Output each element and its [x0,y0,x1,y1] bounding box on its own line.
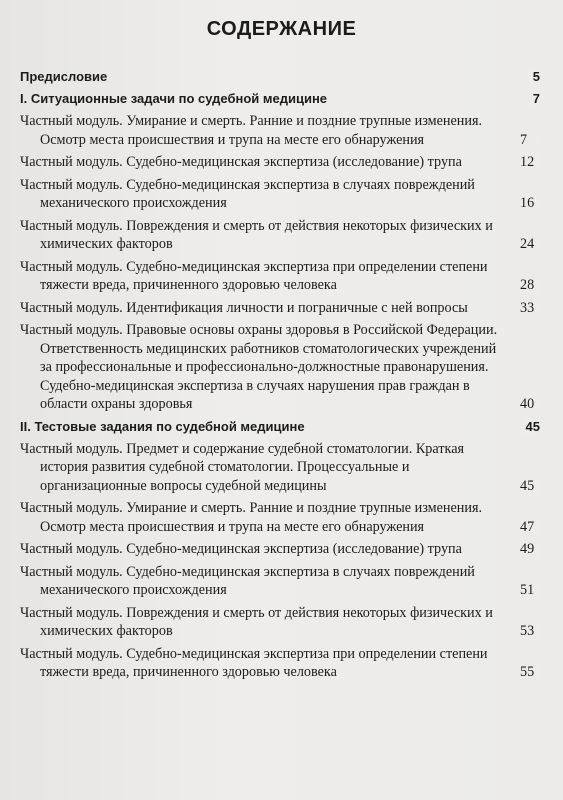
toc-entry[interactable] [20,176,540,213]
toc-page-number: 24 [537,235,540,254]
toc-entry[interactable] [20,440,540,496]
toc-entry[interactable] [20,258,540,295]
toc-entry-text: Частный модуль. Судебно-медицинская экспертиза в случаях повреждений механического происхождения [20,563,475,598]
toc-page-number: 47 [537,518,540,537]
toc-page-number: 33 [537,299,540,318]
toc-page-number: 53 [537,622,540,641]
toc-entry-text: Частный модуль. Идентификация личности и пограничные с ней вопросы [20,299,468,316]
toc-entry[interactable] [20,112,540,149]
toc-entry-text: Частный модуль. Повреждения и смерть от действия некоторых физических и химических факторов [20,217,493,252]
toc-entry[interactable] [20,321,540,414]
toc-page-number: 7 [530,90,540,108]
toc-page-number: 40 [537,395,540,414]
table-of-contents [20,68,540,686]
toc-page-number: 7 [537,131,540,150]
toc-page-number: 5 [530,68,540,86]
toc-page-number: 45 [537,477,540,496]
toc-entry-text: Частный модуль. Умирание и смерть. Ранние и поздние трупные изменения. Осмотр места происшествия и трупа на месте его обнаружения [20,113,483,148]
toc-entry-text: Частный модуль. Судебно-медицинская экспертиза (исследование) трупа [20,154,462,170]
toc-entry-text: Частный модуль. Правовые основы охраны здоровья в Российской Федерации. Ответственность медицинских работников стоматологических учреждений за профессиональные и профессионально-должностные правонарушения. Судебно-медицинская экспертиза в случаях нарушения прав граждан в области охраны здоровья [20,322,498,412]
toc-entry[interactable] [20,563,540,600]
toc-page-number: 12 [537,153,540,172]
toc-entry-text: Частный модуль. Судебно-медицинская экспертиза (исследование) трупа [20,541,462,557]
toc-page-number: 49 [537,540,540,559]
toc-entry-preface[interactable] [20,68,540,86]
toc-entry-text: Частный модуль. Повреждения и смерть от действия некоторых физических и химических факторов [20,604,493,639]
toc-section-1[interactable] [20,90,540,108]
toc-page-number: 51 [537,581,540,600]
toc-page-number: 16 [537,194,540,213]
toc-entry-text: Частный модуль. Судебно-медицинская экспертиза при определении степени тяжести вреда, причиненного здоровью человека [20,258,488,293]
toc-entry-text: Предисловие [20,69,108,84]
toc-entry[interactable] [20,499,540,536]
toc-page-number: 45 [523,418,540,436]
toc-section-2[interactable] [20,418,540,436]
toc-entry-text: Частный модуль. Умирание и смерть. Ранние и поздние трупные изменения. Осмотр места происшествия и трупа на месте его обнаружения [20,500,483,535]
toc-page-number: 28 [537,276,540,295]
toc-entry[interactable] [20,153,540,172]
toc-entry[interactable] [20,217,540,254]
toc-entry-text: Частный модуль. Предмет и содержание судебной стоматологии. Краткая история развития судебной стоматологии. Процессуальные и организационные вопросы судебной медицины [20,440,465,494]
toc-entry[interactable] [20,299,540,318]
toc-entry[interactable] [20,645,540,682]
toc-entry[interactable] [20,604,540,641]
toc-entry-text: Частный модуль. Судебно-медицинская экспертиза при определении степени тяжести вреда, причиненного здоровью человека [20,645,488,680]
toc-entry-text: II. Тестовые задания по судебной медицине [20,418,305,434]
page-title: СОДЕРЖАНИЕ [206,18,357,40]
toc-entry-text: Частный модуль. Судебно-медицинская экспертиза в случаях повреждений механического происхождения [20,176,475,211]
toc-entry-text: I. Ситуационные задачи по судебной медицине [20,91,328,106]
toc-page-number: 55 [537,663,540,682]
toc-entry[interactable] [20,540,540,559]
